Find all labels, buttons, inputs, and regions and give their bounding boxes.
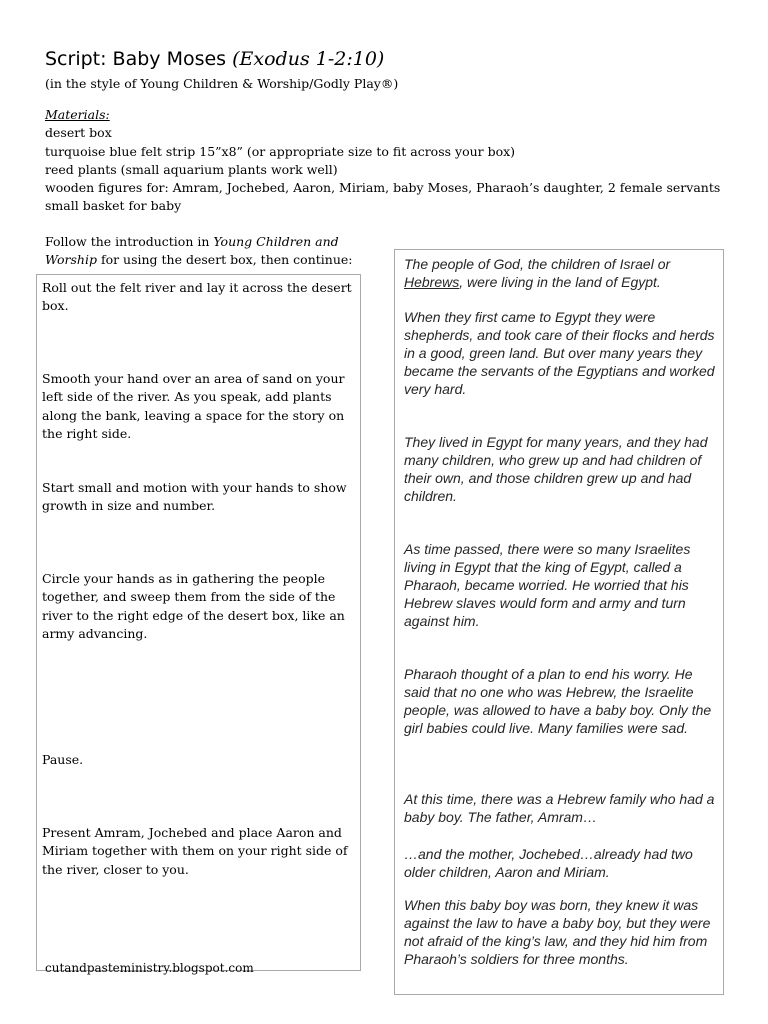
story-text: , were living in the land of Egypt.	[459, 274, 661, 290]
story-paragraph: When they first came to Egypt they were shepherds, and took care of their flocks and herds in a good, green land. But over many years they became the servants of the Egyptians and worked very hard.	[404, 309, 715, 397]
direction-step: Start small and motion with your hands to show growth in size and number.	[42, 480, 347, 514]
direction-step: Pause.	[42, 752, 84, 767]
hebrews-link[interactable]: Hebrews	[404, 274, 460, 290]
intro-book-title: Young Children and Worship	[45, 234, 339, 267]
intro-instruction	[45, 233, 363, 269]
story-paragraph: …and the mother, Jochebed…already had two older children, Aaron and Miriam.	[404, 846, 693, 880]
script-title: Script: Baby Moses	[45, 48, 233, 70]
story-paragraph: At this time, there was a Hebrew family who had a baby boy. The father, Amram…	[404, 791, 715, 825]
direction-step: Roll out the felt river and lay it across the desert box.	[42, 280, 352, 314]
story-paragraph: As time passed, there were so many Israelites living in Egypt that the king of Egypt, called a Pharaoh, became worried. He worried that his Hebrew slaves would form and army and turn against him.	[404, 541, 691, 629]
materials-section	[45, 106, 720, 216]
story-text: The people of God, the children of Israel or	[404, 256, 671, 272]
footer-site: cutandpasteministry.blogspot.com	[45, 961, 254, 975]
materials-heading: Materials:	[45, 107, 110, 122]
direction-step: Circle your hands as in gathering the people together, and sweep them from the side of the river to the right edge of the desert box, like an army advancing.	[42, 571, 345, 641]
page-title	[45, 48, 384, 70]
materials-item: small basket for baby	[45, 198, 182, 214]
intro-text-after: for using the desert box, then continue:	[96, 252, 353, 267]
scripture-reference: (Exodus 1-2:10)	[232, 48, 385, 70]
story-paragraph: They lived in Egypt for many years, and they had many children, who grew up and had children of their own, and those children grew up and had children.	[404, 434, 708, 504]
intro-text-before: Follow the introduction in	[45, 234, 214, 249]
direction-step: Present Amram, Jochebed and place Aaron and Miriam together with them on your right side of the river, closer to you.	[42, 825, 348, 877]
materials-item: desert box	[45, 125, 112, 141]
story-paragraph: When this baby boy was born, they knew it was against the law to have a baby boy, but they were not afraid of the king’s law, and they hid him from Pharaoh’s soldiers for three months.	[404, 897, 711, 967]
page-subtitle: (in the style of Young Children & Worship/Godly Play®)	[45, 76, 399, 91]
materials-item: wooden figures for: Amram, Jochebed, Aaron, Miriam, baby Moses, Pharaoh’s daughter, 2 female servants	[45, 180, 721, 196]
materials-item: turquoise blue felt strip 15”x8” (or appropriate size to fit across your box)	[45, 143, 516, 159]
story-paragraph	[404, 255, 719, 291]
materials-item: reed plants (small aquarium plants work well)	[45, 161, 338, 177]
story-paragraph: Pharaoh thought of a plan to end his worry. He said that no one who was Hebrew, the Israelite people, was allowed to have a baby boy. Only the girl babies could live. Many families were sad.	[404, 666, 712, 736]
direction-step: Smooth your hand over an area of sand on your left side of the river. As you speak, add plants along the bank, leaving a space for the story on the right side.	[42, 371, 345, 441]
